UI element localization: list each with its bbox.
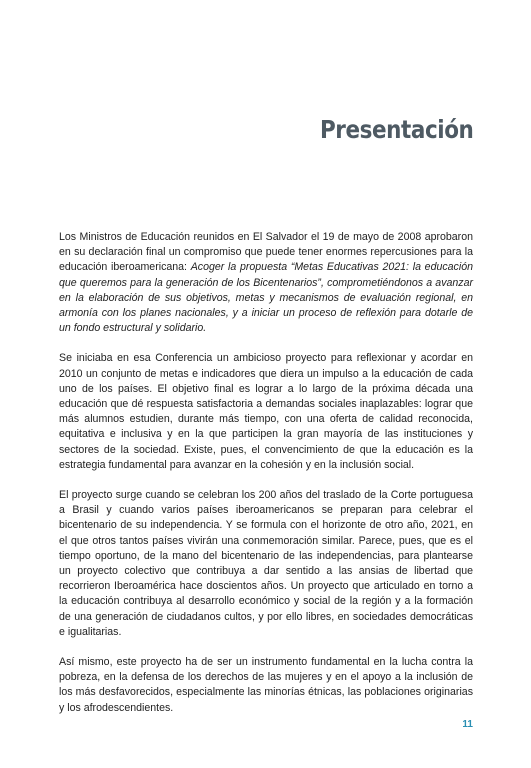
paragraph-2: Se iniciaba en esa Conferencia un ambicioso proyecto para reflexionar y acordar en 2010 un conjunto de metas e indicadores que diera un impulso a la educación de cada uno de los países. El objetivo final es lograr a lo largo de la próxima década una educación que dé respuesta satisfactoria a demandas sociales inaplazables: lograr que más alumnos estudien, durante más tiempo, con una oferta de calidad reconocida, equitativa e inclusiva y en la que participen la gran mayoría de las instituciones y sectores de la sociedad. Existe, pues, el convencimiento de que la educación es la estrategia fundamental para avanzar en la cohesión y en la inclusión social. [59,352,473,471]
paragraph-1-quote: Acoger la propuesta “Metas Educativas 2021: la educación que queremos para la generación de los Bicentenarios”, comprometiéndonos a avanzar en la elaboración de sus objetivos, metas y mecanismos de evaluación regional, en armonía con los planes nacionales, y a iniciar un proceso de reflexión para dotarle de un fondo estructural y solidario. [59,261,473,335]
page-number: 11 [462,719,473,730]
paragraph-1-intro: Los Ministros de Educación reunidos en El Salvador el 19 de mayo de 2008 aprobaron en su declaración final un compromiso que puede tener enormes repercusiones para la educación iberoamericana: [59,231,473,274]
page-title: Presentación [319,115,473,144]
paragraph-3: El proyecto surge cuando se celebran los 200 años del traslado de la Corte portuguesa a Brasil y cuando varios países iberoamericanos se preparan para celebrar el bicentenario de su independencia. Y se formula con el horizonte de otro año, 2021, en el que otros tantos países vivirán una conmemoración similar. Parece, pues, que es el tiempo oportuno, de la mano del bicentenario de las independencias, para plantearse un proyecto colectivo que contribuya a dar sentido a las ansias de libertad que recorrieron Iberoamérica hace doscientos años. Un proyecto que articulado en torno a la educación contribuya al desarrollo económico y social de la región y a la formación de una generación de ciudadanos cultos, y por ello libres, en sociedades democráticas e igualitarias. [59,489,473,638]
body-text [59,230,473,731]
paragraph-4: Así mismo, este proyecto ha de ser un instrumento fundamental en la lucha contra la pobreza, en la defensa de los derechos de las mujeres y en el apoyo a la inclusión de los más desfavorecidos, especialmente las minorías étnicas, las poblaciones originarias y los afrodescendientes. [59,656,473,714]
paragraph-1 [59,230,473,336]
